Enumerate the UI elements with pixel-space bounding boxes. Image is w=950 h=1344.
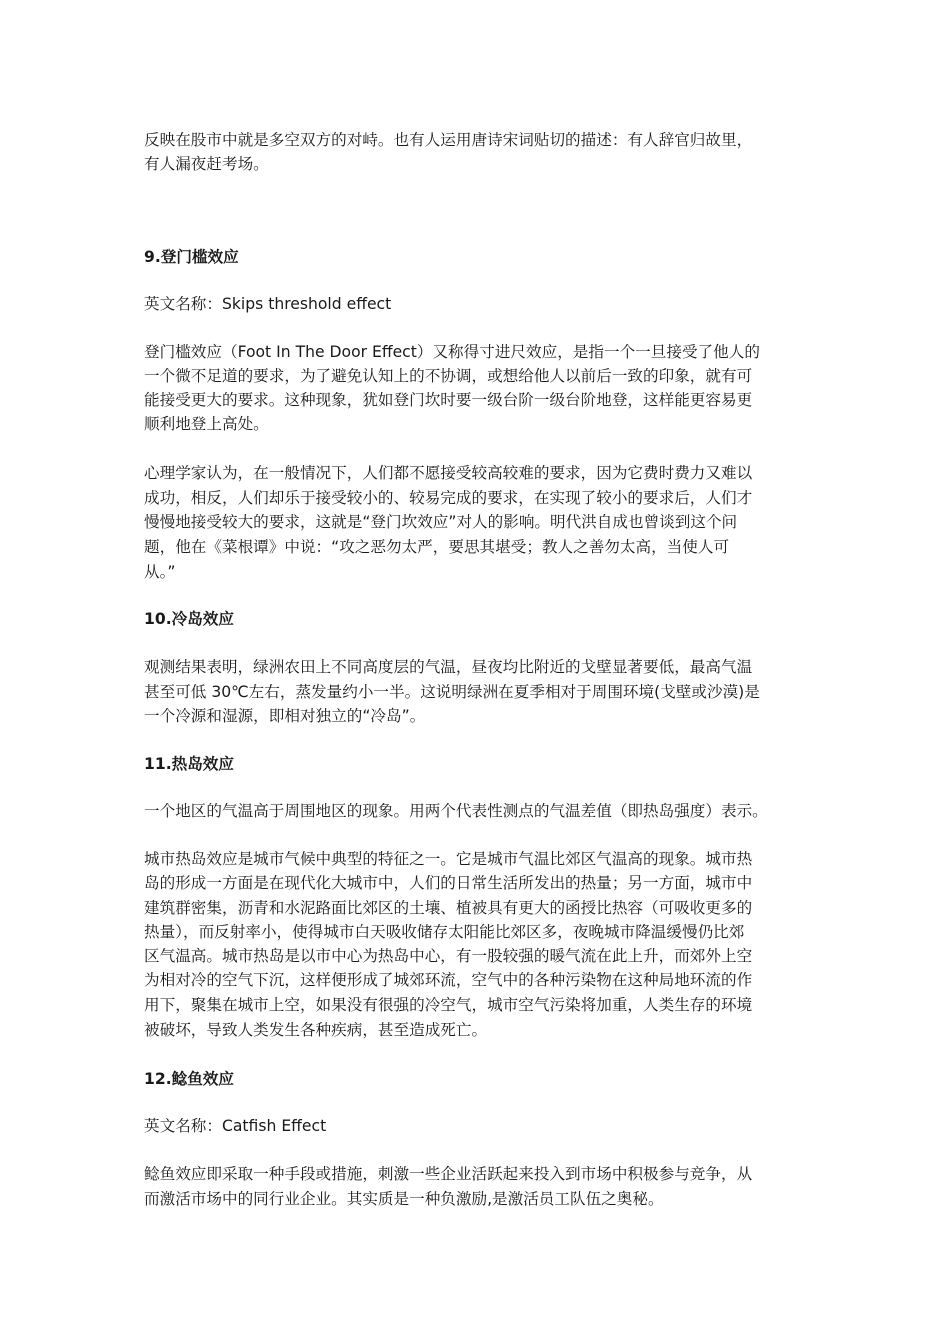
paragraph-line: 慢慢地接受较大的要求，这就是“登门坎效应”对人的影响。明代洪自成也曾谈到这个问	[144, 513, 738, 531]
paragraph-line: 有人漏夜赶考场。	[144, 155, 269, 173]
paragraph-line: 顺利地登上高处。	[144, 415, 269, 433]
section-heading: 9.登门槛效应	[144, 248, 239, 266]
paragraph-line: 从。”	[144, 563, 176, 581]
paragraph-line: 城市热岛效应是城市气候中典型的特征之一。它是城市气温比郊区气温高的现象。城市热	[144, 850, 753, 868]
paragraph-line: 反映在股市中就是多空双方的对峙。也有人运用唐诗宋词贴切的描述：有人辞官归故里，	[144, 131, 753, 149]
paragraph-line: 为相对冷的空气下沉，这样便形成了城郊环流，空气中的各种污染物在这种局地环流的作	[144, 971, 753, 989]
section-heading: 12.鲶鱼效应	[144, 1070, 234, 1088]
paragraph-line: 被破坏，导致人类发生各种疾病，甚至造成死亡。	[144, 1021, 488, 1039]
paragraph-line: 岛的形成一方面是在现代化大城市中，人们的日常生活所发出的热量；另一方面，城市中	[144, 874, 753, 892]
paragraph-line: 登门槛效应（Foot In The Door Effect）又称得寸进尺效应，是指一个一旦接受了他人的	[144, 343, 760, 361]
section-heading: 11.热岛效应	[144, 755, 234, 773]
paragraph-line: 甚至可低 30℃左右，蒸发量约小一半。这说明绿洲在夏季相对于周围环境(戈壁或沙漠)是	[144, 683, 760, 701]
paragraph-line: 用下，聚集在城市上空，如果没有很强的冷空气，城市空气污染将加重，人类生存的环境	[144, 996, 753, 1014]
paragraph-line: 热量），而反射率小，使得城市白天吸收储存太阳能比郊区多，夜晚城市降温缓慢仍比郊	[144, 923, 745, 941]
paragraph-line: 鲶鱼效应即采取一种手段或措施，刺激一些企业活跃起来投入到市场中积极参与竞争，从	[144, 1165, 753, 1183]
paragraph-line: 题，他在《菜根谭》中说：“攻之恶勿太严，要思其堪受；教人之善勿太高，当使人可	[144, 538, 730, 556]
paragraph-line: 区气温高。城市热岛是以市中心为热岛中心，有一股较强的暖气流在此上升，而郊外上空	[144, 947, 753, 965]
paragraph-line: 建筑群密集，沥青和水泥路面比郊区的土壤、植被具有更大的函授比热容（可吸收更多的	[144, 899, 753, 917]
paragraph-line: 一个冷源和湿源，即相对独立的“冷岛”。	[144, 707, 426, 725]
paragraph-line: 而激活市场中的同行业企业。其实质是一种负激励,是激活员工队伍之奥秘。	[144, 1190, 664, 1208]
paragraph-line: 能接受更大的要求。这种现象，犹如登门坎时要一级台阶一级台阶地登，这样能更容易更	[144, 391, 753, 409]
paragraph-line: 成功，相反，人们却乐于接受较小的、较易完成的要求，在实现了较小的要求后，人们才	[144, 489, 753, 507]
paragraph-line: 英文名称：Catfish Effect	[144, 1117, 327, 1135]
section-heading: 10.冷岛效应	[144, 610, 234, 628]
paragraph-line: 英文名称：Skips threshold effect	[144, 295, 392, 313]
paragraph-line: 一个微不足道的要求，为了避免认知上的不协调，或想给他人以前后一致的印象，就有可	[144, 367, 753, 385]
paragraph-line: 观测结果表明，绿洲农田上不同高度层的气温，昼夜均比附近的戈壁显著要低，最高气温	[144, 658, 753, 676]
paragraph-line: 一个地区的气温高于周围地区的现象。用两个代表性测点的气温差值（即热岛强度）表示。	[144, 802, 768, 820]
paragraph-line: 心理学家认为，在一般情况下，人们都不愿接受较高较难的要求，因为它费时费力又难以	[144, 464, 753, 482]
